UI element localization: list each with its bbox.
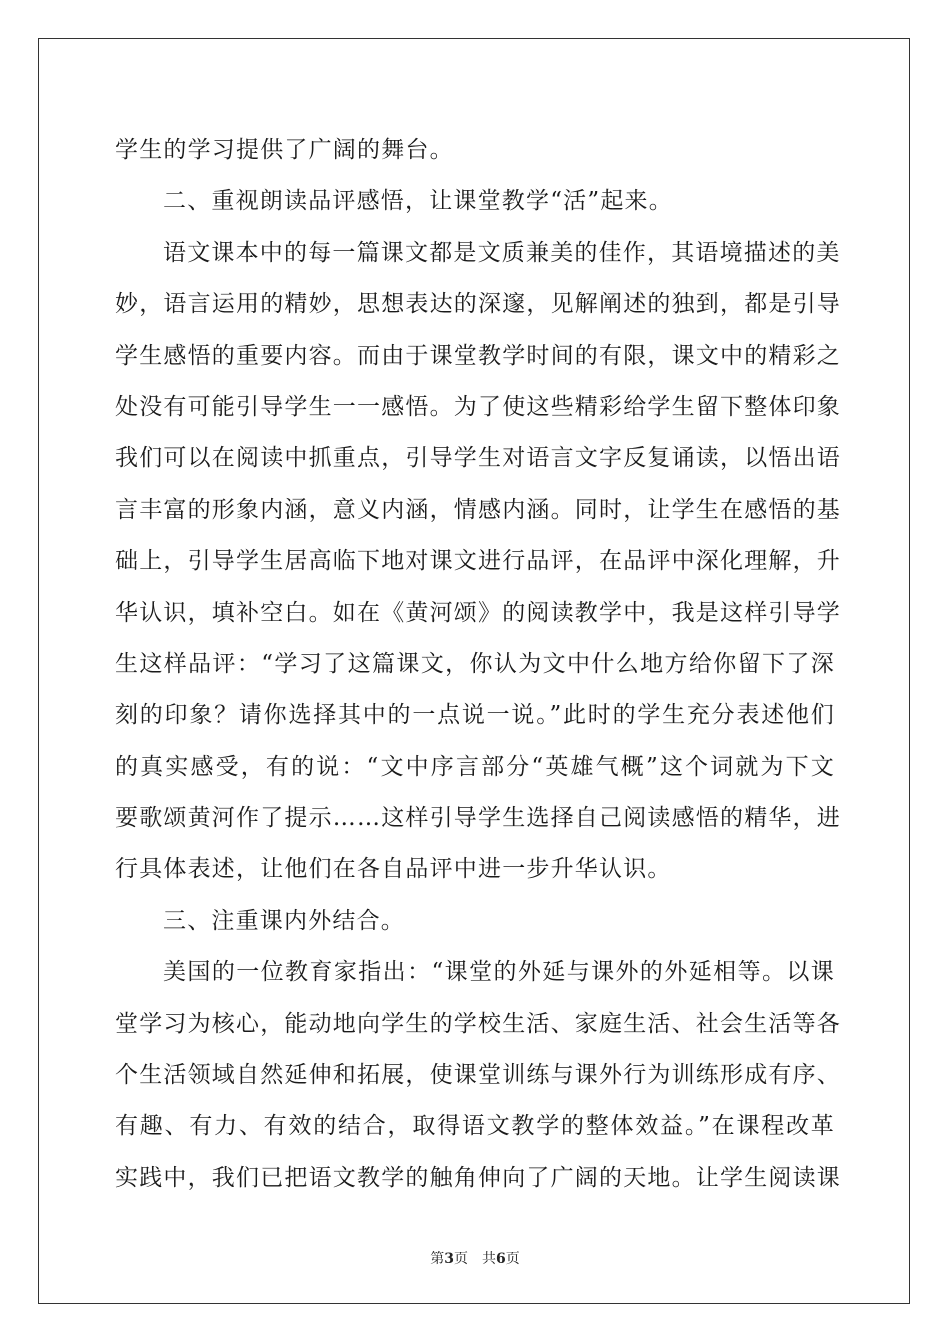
page-label-prefix: 第 [430,1251,445,1267]
text-line: 妙，语言运用的精妙，思想表达的深邃，见解阐述的独到，都是引导 [115,291,841,318]
text-line: 个生活领域自然延伸和拓展，使课堂训练与课外行为训练形成有序、 [115,1062,841,1089]
text-line: 刻的印象？请你选择其中的一点说一说。”此时的学生充分表述他们 [115,702,835,729]
text-line: 华认识，填补空白。如在《黄河颂》的阅读教学中，我是这样引导学 [115,599,841,626]
text-line: 美国的一位教育家指出：“课堂的外延与课外的外延相等。以课 [163,959,835,986]
text-line: 有趣、有力、有效的结合，取得语文教学的整体效益。”在课程改革 [115,1113,835,1140]
text-line: 处没有可能引导学生一一感悟。为了使这些精彩给学生留下整体印象 [115,393,841,420]
page-total-number: 6 [496,1251,506,1267]
text-line: 语文课本中的每一篇课文都是文质兼美的佳作，其语境描述的美 [163,239,841,266]
page-current-number: 3 [444,1251,454,1267]
total-label-prefix: 共 [482,1251,496,1267]
text-line: 实践中，我们已把语文教学的触角伸向了广阔的天地。让学生阅读课 [115,1164,841,1191]
text-line: 的真实感受，有的说：“文中序言部分“英雄气概”这个词就为下文 [115,753,835,780]
section-heading: 三、注重课内外结合。 [163,907,405,934]
text-line: 行具体表述，让他们在各自品评中进一步升华认识。 [115,856,672,883]
section-heading: 二、重视朗读品评感悟，让课堂教学“活”起来。 [163,188,673,215]
text-line: 生这样品评：“学习了这篇课文，你认为文中什么地方给你留下了深 [115,650,835,677]
text-line: 言丰富的形象内涵，意义内涵，情感内涵。同时，让学生在感悟的基 [115,496,841,523]
document-body [115,125,841,1204]
page-label-suffix: 页 [454,1251,468,1267]
text-line: 学生感悟的重要内容。而由于课堂教学时间的有限，课文中的精彩之 [115,342,841,369]
text-line: 础上，引导学生居高临下地对课文进行品评，在品评中深化理解，升 [115,548,841,575]
total-label-suffix: 页 [505,1251,520,1267]
text-line: 学生的学习提供了广阔的舞台。 [115,137,454,163]
text-line: 堂学习为核心，能动地向学生的学校生活、家庭生活、社会生活等各 [115,1010,841,1037]
text-line: 我们可以在阅读中抓重点，引导学生对语言文字反复诵读，以悟出语 [115,445,841,472]
page-footer [0,1248,950,1268]
text-line: 要歌颂黄河作了提示……这样引导学生选择自己阅读感悟的精华，进 [115,805,841,832]
